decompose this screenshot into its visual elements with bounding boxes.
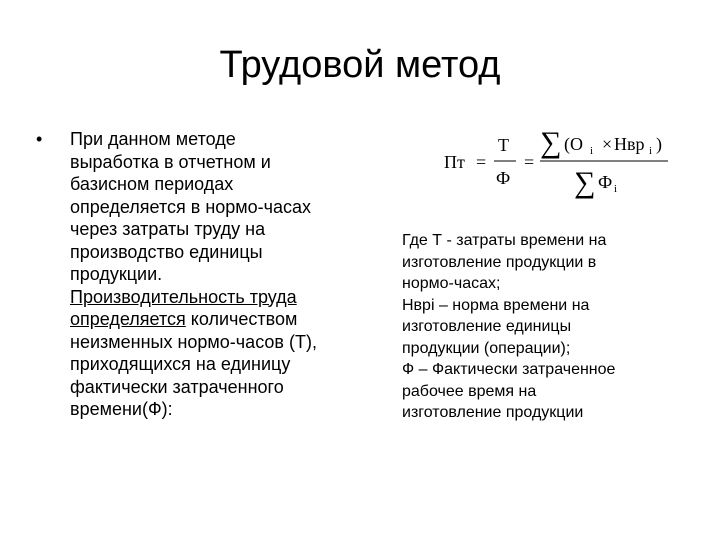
formula-nvr: Нвр: [614, 134, 645, 154]
definition-line: Где Т - затраты времени на: [402, 232, 607, 249]
formula-equals: =: [524, 152, 535, 172]
text-line: фактически затраченного: [70, 376, 284, 397]
definition-line: нормо-часах;: [402, 275, 501, 292]
formula-equals: =: [476, 152, 487, 172]
text-line: производство единицы: [70, 241, 263, 262]
bullet-marker: •: [36, 129, 43, 149]
underlined-text: Производительность труда: [70, 286, 297, 307]
subscript: i: [590, 145, 594, 157]
definition-line: Нврі – норма времени на: [402, 296, 590, 314]
text-line: определяется в нормо-часах: [70, 196, 312, 217]
productivity-formula: [440, 124, 680, 200]
definition-line: изготовление продукции: [402, 404, 584, 421]
text-line: через затраты труду на: [70, 219, 266, 239]
text-line: количеством: [185, 309, 298, 329]
definition-line: продукции (операции);: [402, 339, 571, 357]
formula-f: Ф: [496, 168, 511, 188]
text-line: При данном методе: [70, 129, 236, 149]
text-line: базисном периодах: [70, 174, 234, 194]
definitions-block: [402, 230, 702, 424]
formula-lhs: Пт: [444, 152, 465, 172]
formula-den-f: Ф: [598, 172, 613, 192]
text-line: времени(Ф):: [70, 399, 173, 419]
definition-line: рабочее время на: [402, 382, 537, 400]
subscript: i: [614, 183, 618, 195]
sum-symbol: ∑: [540, 126, 562, 159]
slide-title: Трудовой метод: [219, 44, 501, 86]
text-line: продукции.: [70, 264, 163, 284]
formula-t: T: [498, 135, 509, 155]
bullet-text: [70, 128, 317, 421]
definition-line: изготовление единицы: [402, 318, 572, 335]
text-line: приходящихся на единицу: [70, 354, 291, 374]
definition-line: изготовление продукции в: [402, 253, 597, 271]
formula-num-open: (O: [564, 134, 583, 154]
text-line: неизменных нормо-часов (Т),: [70, 331, 317, 352]
sum-symbol: ∑: [574, 166, 596, 199]
definition-line: Ф – Фактически затраченное: [402, 361, 616, 378]
times-symbol: ×: [602, 134, 613, 154]
formula-close: ): [656, 134, 662, 154]
subscript: i: [649, 145, 653, 157]
text-line: выработка в отчетном и: [70, 151, 271, 172]
underlined-text: определяется: [70, 309, 186, 329]
bullet-paragraph: [36, 128, 366, 421]
